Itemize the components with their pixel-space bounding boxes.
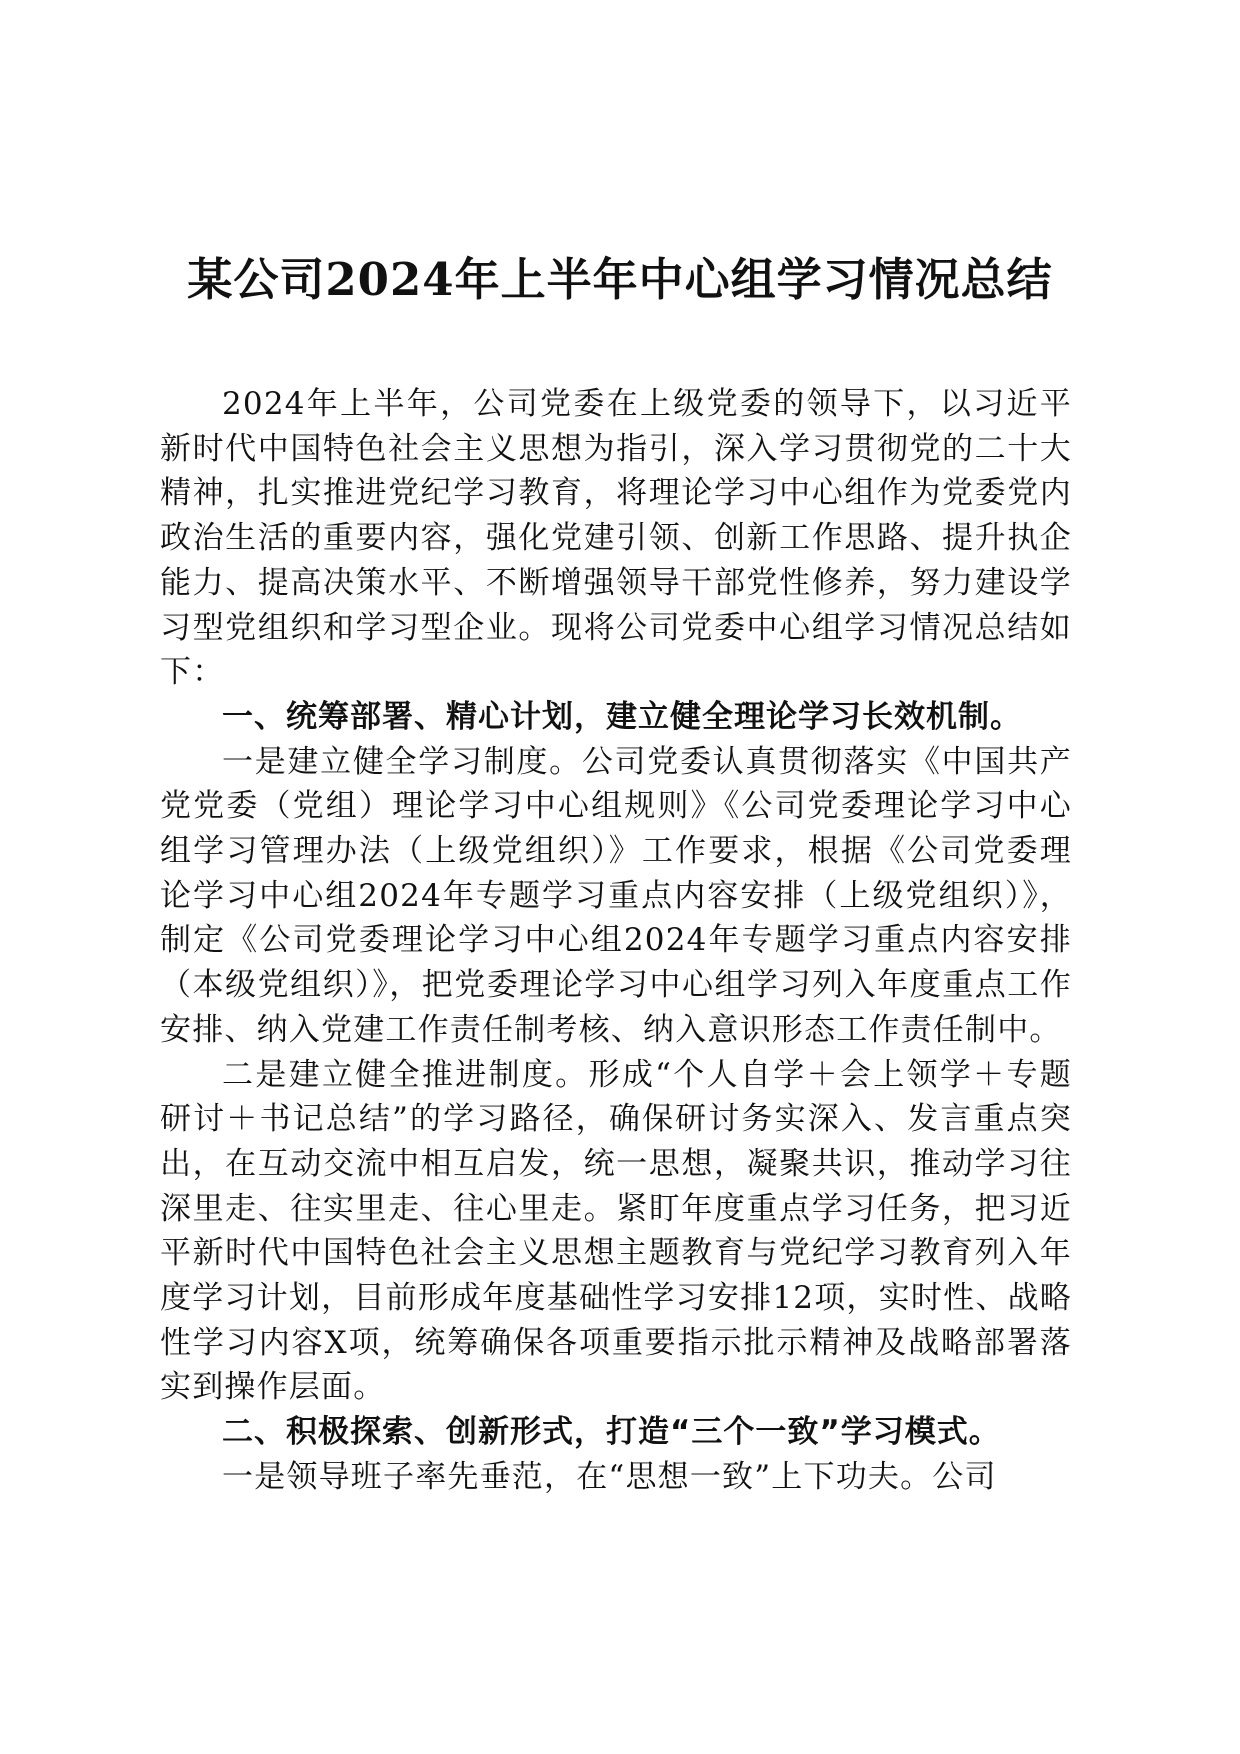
section-heading-1: 一、统筹部署、精心计划，建立健全理论学习长效机制。 bbox=[222, 698, 1022, 735]
section-1-paragraph-2: 二是建立健全推进制度。形成“个人自学＋会上领学＋专题研讨＋书记总结”的学习路径，确保研讨务实深入、发言重点突出，在互动交流中相互启发，统一思想，凝聚共识，推动学习往深里走、往实里走、往心里走。紧盯年度重点学习任务，把习近平新时代中国特色社会主义思想主题教育与党纪学习教育列入年度学习计划，目前形成年度基础性学习安排12项，实时性、战略性学习内容X项，统筹确保各项重要指示批示精神及战略部署落实到操作层面。 bbox=[160, 1056, 1072, 1406]
section-heading-2: 二、积极探索、创新形式，打造“三个一致”学习模式。 bbox=[222, 1414, 1001, 1451]
section-1-paragraph-1: 一是建立健全学习制度。公司党委认真贯彻落实《中国共产党党委（党组）理论学习中心组规则》《公司党委理论学习中心组学习管理办法（上级党组织）》工作要求，根据《公司党委理论学习中心组2024年专题学习重点内容安排（上级党组织）》，制定《公司党委理论学习中心组2024年专题学习重点内容安排（本级党组织）》，把党委理论学习中心组学习列入年度重点工作安排、纳入党建工作责任制考核、纳入意识形态工作责任制中。 bbox=[160, 743, 1072, 1048]
intro-paragraph: 2024年上半年，公司党委在上级党委的领导下，以习近平新时代中国特色社会主义思想为指引，深入学习贯彻党的二十大精神，扎实推进党纪学习教育，将理论学习中心组作为党委党内政治生活的重要内容，强化党建引领、创新工作思路、提升执企能力、提高决策水平、不断增强领导干部党性修养，努力建设学习型党组织和学习型企业。现将公司党委中心组学习情况总结如下： bbox=[160, 386, 1072, 691]
document-body bbox=[160, 382, 1072, 1500]
document-title: 某公司2024年上半年中心组学习情况总结 bbox=[187, 253, 1053, 306]
section-2-paragraph-1: 一是领导班子率先垂范，在“思想一致”上下功夫。公司 bbox=[222, 1458, 997, 1495]
